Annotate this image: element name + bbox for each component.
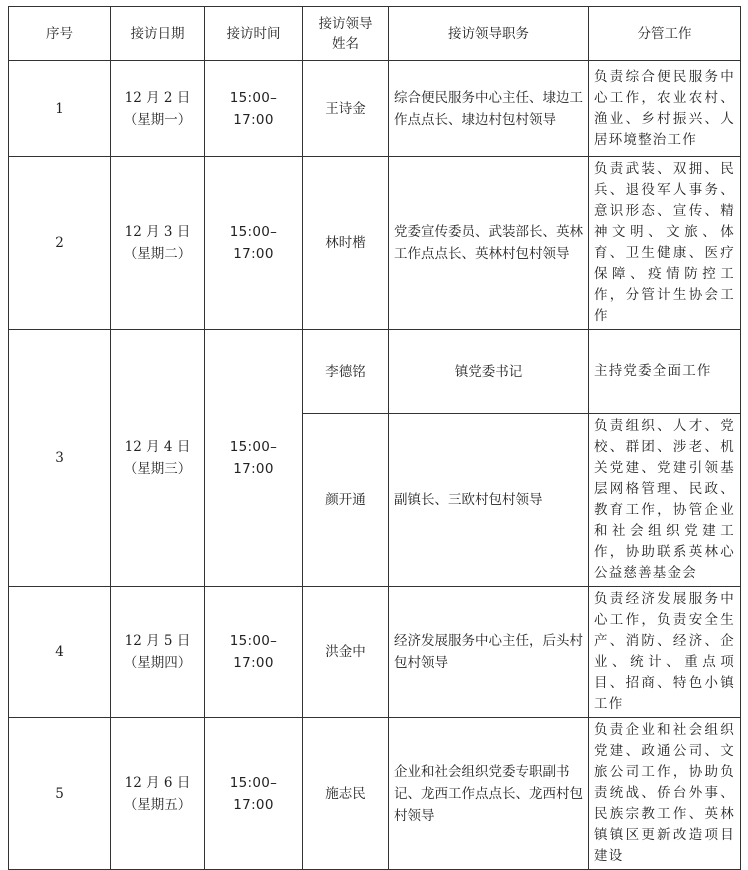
header-name [303,7,389,61]
cell-leader-position: 综合便民服务中心主任、埭边工作点点长、埭边村包村领导 [389,61,589,157]
date-day: 12 月 6 日 [124,774,191,791]
date-weekday: （星期二） [123,246,192,262]
cell-duty: 主持党委全面工作 [589,330,741,414]
table-row [9,330,741,414]
cell-time: 15:00–17:00 [205,61,303,157]
header-row [9,7,741,61]
cell-leader-name: 王诗金 [303,61,389,157]
date-day: 12 月 4 日 [124,439,191,455]
cell-seq: 1 [9,61,111,157]
date-day: 12 月 2 日 [124,89,191,106]
cell-time: 15:00–17:00 [205,330,303,587]
cell-leader-name: 林时楷 [303,157,389,330]
date-weekday: （星期三） [123,461,192,477]
cell-duty: 负责组织、人才、党校、群团、涉老、机关党建、党建引领基层网格管理、民政、教育工作，协管企业和社会组织党建工作，协助联系英林心公益慈善基金会 [589,414,741,587]
cell-leader-position: 企业和社会组织党委专职副书记、龙西工作点点长、龙西村包村领导 [389,718,589,870]
schedule-table [8,6,741,870]
table-row [9,157,741,330]
cell-date [111,587,205,718]
cell-leader-position: 镇党委书记 [389,330,589,414]
header-time: 接访时间 [205,7,303,61]
header-name-line2: 姓名 [332,35,359,52]
date-weekday: （星期四） [123,655,192,671]
table-row [9,587,741,718]
cell-leader-position: 副镇长、三欧村包村领导 [389,414,589,587]
date-weekday: （星期五） [123,796,192,813]
cell-duty: 负责武装、双拥、民兵、退役军人事务、意识形态、宣传、精神文明、文旅、体育、卫生健康、医疗保障、疫情防控工作，分管计生协会工作 [589,157,741,330]
cell-seq: 5 [9,718,111,870]
cell-date [111,157,205,330]
cell-seq: 3 [9,330,111,587]
cell-leader-name: 李德铭 [303,330,389,414]
cell-leader-name: 洪金中 [303,587,389,718]
table-row [9,61,741,157]
header-seq: 序号 [9,7,111,61]
header-date: 接访日期 [111,7,205,61]
date-day: 12 月 3 日 [124,224,191,240]
cell-leader-position: 党委宣传委员、武装部长、英林工作点点长、英林村包村领导 [389,157,589,330]
cell-time: 15:00–17:00 [205,157,303,330]
cell-duty: 负责经济发展服务中心工作，负责安全生产、消防、经济、企业、统计、重点项目、招商、特色小镇工作 [589,587,741,718]
cell-time: 15:00–17:00 [205,718,303,870]
cell-seq: 2 [9,157,111,330]
cell-leader-name: 施志民 [303,718,389,870]
header-name-line1: 接访领导 [318,15,373,32]
cell-leader-position: 经济发展服务中心主任，后头村包村领导 [389,587,589,718]
header-position: 接访领导职务 [389,7,589,61]
date-day: 12 月 5 日 [124,633,191,649]
cell-date [111,61,205,157]
date-weekday: （星期一） [123,111,192,128]
cell-date [111,718,205,870]
cell-time: 15:00–17:00 [205,587,303,718]
cell-duty: 负责企业和社会组织党建、政通公司、文旅公司工作，协助负责统战、侨台外事、民族宗教工作、英林镇镇区更新改造项目建设 [589,718,741,870]
cell-duty: 负责综合便民服务中心工作，农业农村、渔业、乡村振兴、人居环境整治工作 [589,61,741,157]
cell-seq: 4 [9,587,111,718]
header-duty: 分管工作 [589,7,741,61]
cell-leader-name: 颜开通 [303,414,389,587]
table-row [9,718,741,870]
cell-date [111,330,205,587]
